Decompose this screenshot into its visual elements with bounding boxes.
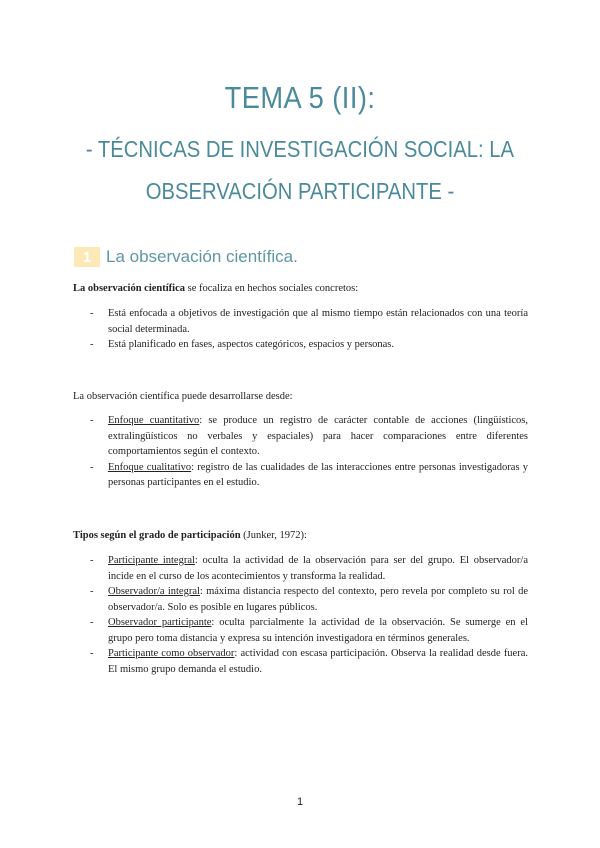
types-rest: (Junker, 1972):	[240, 530, 307, 541]
intro-bold: La observación científica	[73, 283, 185, 294]
type-text: : oculta la actividad de la observación para ser del grupo. El observador/a incide en el curso de los acontecimientos y transforma la realidad.	[108, 555, 529, 582]
list-item	[90, 460, 528, 491]
list-item: - Está enfocada a objetivos de investigación que al mismo tiempo están relacionados con una teoría social determinada.	[90, 306, 528, 337]
type-term: Observador/a integral	[108, 586, 200, 597]
intro-paragraph	[73, 281, 528, 296]
type-text: : actividad con escasa participación. Observa la realidad desde fuera. El mismo grupo demanda el estudio.	[108, 648, 529, 675]
type-text: : oculta parcialmente la actividad de la observación. Se sumerge en el grupo pero toma distancia y expresa su intención investigadora en términos generales.	[108, 617, 528, 644]
list-item	[90, 584, 528, 615]
intro-rest: se focaliza en hechos sociales concretos:	[184, 283, 359, 294]
list-item	[90, 413, 528, 460]
section-number: 1	[74, 247, 100, 267]
types-list	[90, 553, 528, 677]
page-number: 1	[296, 796, 304, 808]
approach-term: Enfoque cualitativo	[108, 461, 192, 473]
approach-list	[90, 413, 528, 491]
list-item	[90, 646, 528, 677]
type-term: Participante integral	[108, 555, 195, 566]
subtitle-line-1: - TÉCNICAS DE INVESTIGACIÓN SOCIAL: LA	[85, 136, 515, 162]
intro-list	[90, 306, 528, 353]
approach-intro: La observación científica puede desarrollarse desde:	[73, 391, 293, 402]
type-text: : máxima distancia respecto del contexto, pero revela por completo su rol de observador/a. Solo es posible en lugares públicos.	[108, 586, 528, 613]
types-bold: Tipos según el grado de participación	[73, 530, 241, 541]
list-item	[90, 615, 528, 646]
section-heading	[74, 246, 298, 268]
list-item	[90, 553, 528, 584]
section-title: La observación científica.	[106, 247, 298, 266]
document-subtitle	[36, 128, 564, 212]
approach-text: : se produce un registro de carácter contable de acciones (lingüísticos, extralingüísticos no verbales y espaciales) para hacer comparaciones entre diferentes comportamientos según el contexto.	[108, 415, 528, 457]
type-term: Participante como observador	[108, 648, 235, 659]
approach-term: Enfoque cuantitativo	[108, 415, 200, 426]
type-term: Observador participante	[108, 617, 212, 628]
list-item: - Está planificado en fases, aspectos categóricos, espacios y personas.	[90, 337, 528, 353]
types-intro	[73, 528, 528, 543]
subtitle-line-2: OBSERVACIÓN PARTICIPANTE -	[145, 178, 455, 204]
approach-text: : registro de las cualidades de las interacciones entre personas investigadoras y personas participantes en el estudio.	[108, 461, 528, 488]
document-title: TEMA 5 (II):	[224, 80, 376, 115]
